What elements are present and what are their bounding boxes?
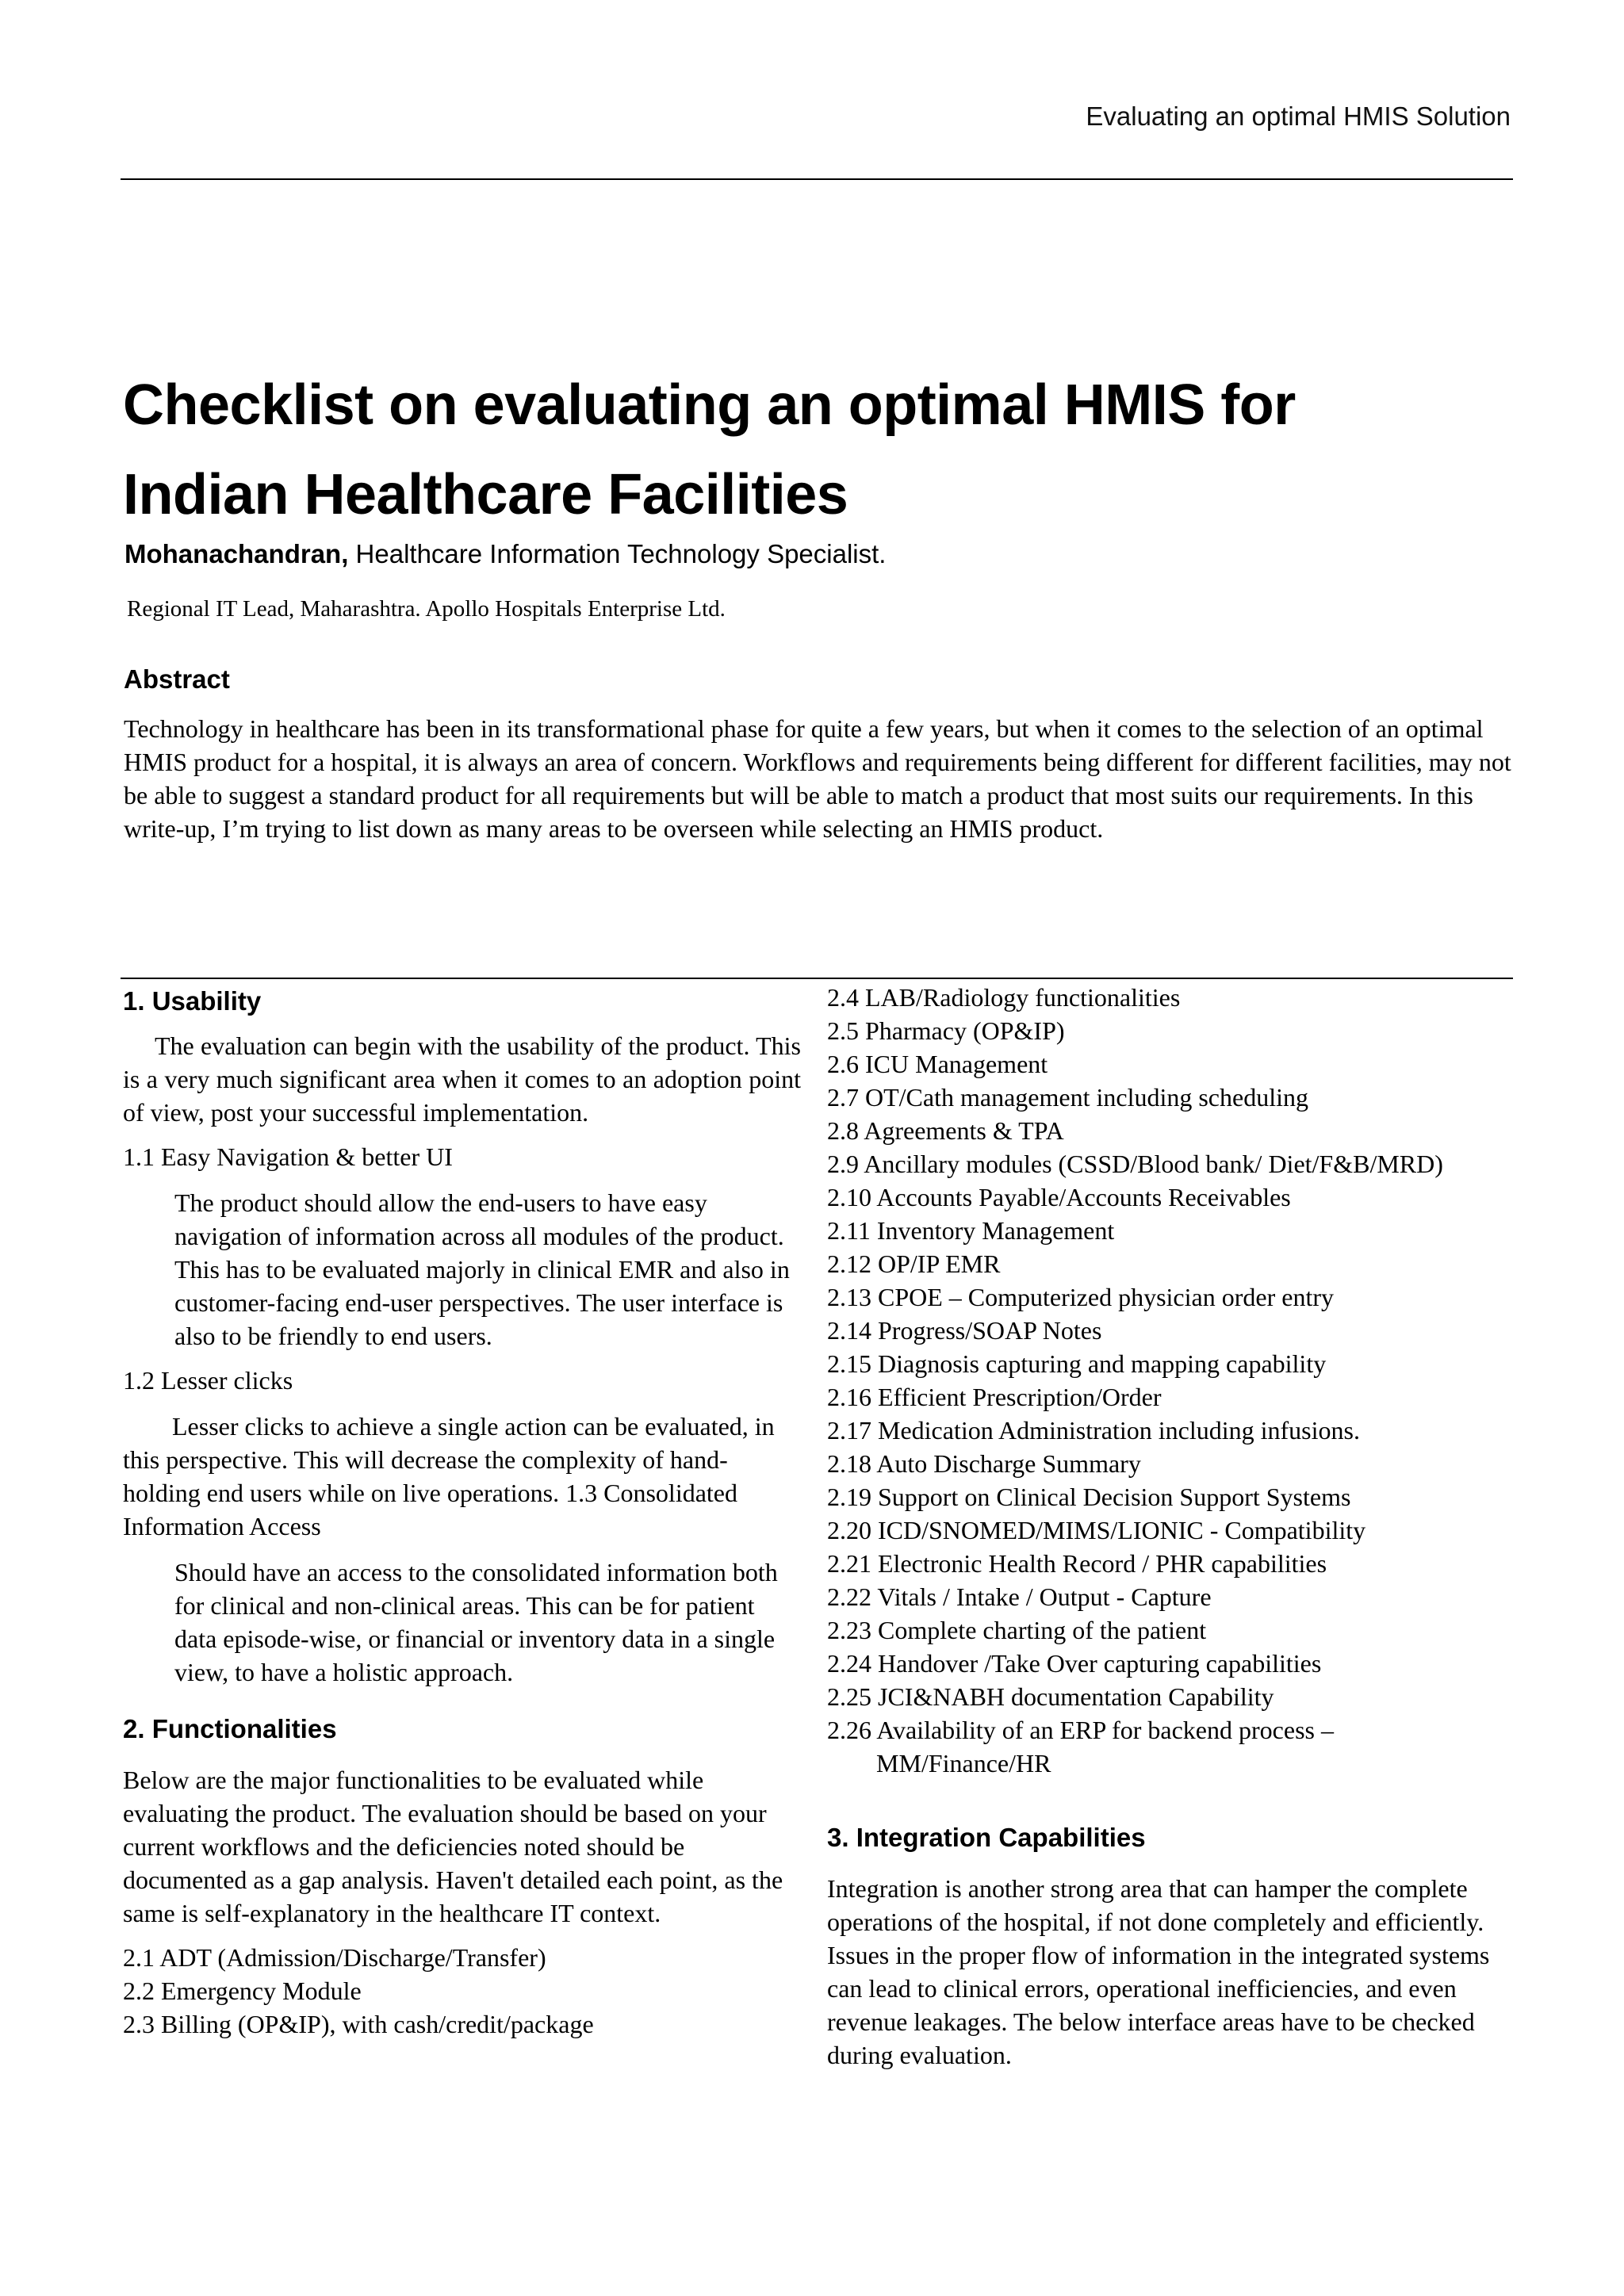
list-item: 2.16 Efficient Prescription/Order (827, 1383, 1162, 1411)
list-item: 2.12 OP/IP EMR (827, 1249, 1001, 1278)
author-line (124, 539, 886, 569)
subsection-1-1-text: The product should allow the end-users to have easy navigation of information across all modules of the product. This has to be evaluated majorly in clinical EMR and also in customer-facing end-user perspectives. The user interface is also to be friendly to end users. (174, 1188, 790, 1350)
list-item: 2.13 CPOE – Computerized physician order entry (827, 1283, 1334, 1311)
list-item: 2.22 Vitals / Intake / Output - Capture (827, 1582, 1212, 1611)
list-item: 2.2 Emergency Module (123, 1976, 362, 2005)
page-title (123, 361, 1519, 540)
list-item: 2.3 Billing (OP&IP), with cash/credit/package (123, 2010, 594, 2038)
list-item: 2.8 Agreements & TPA (827, 1116, 1064, 1145)
list-item: 2.9 Ancillary modules (CSSD/Blood bank/ Diet/F&B/MRD) (827, 1150, 1443, 1178)
subsection-1-3-text: Should have an access to the consolidated information both for clinical and non-clinical areas. This can be for patient data episode-wise, or financial or inventory data in a single view, to have a holistic approach. (174, 1558, 778, 1686)
title-line-1: Checklist on evaluating an optimal HMIS for (123, 373, 1296, 437)
header-rule (121, 178, 1513, 180)
list-item: 2.15 Diagnosis capturing and mapping capability (827, 1349, 1327, 1378)
list-item: 2.14 Progress/SOAP Notes (827, 1316, 1102, 1345)
subsection-1-2-text: Lesser clicks to achieve a single action can be evaluated, in this perspective. This will decrease the complexity of hand-holding end users while on live operations. 1.3 Consolidated Information Access (123, 1412, 775, 1540)
list-item: 2.25 JCI&NABH documentation Capability (827, 1682, 1274, 1711)
subsection-1-2-title: 1.2 Lesser clicks (123, 1366, 293, 1395)
list-item: 2.18 Auto Discharge Summary (827, 1449, 1141, 1478)
list-item: 2.17 Medication Administration including infusions. (827, 1416, 1360, 1445)
list-item: 2.20 ICD/SNOMED/MIMS/LIONIC - Compatibility (827, 1516, 1366, 1544)
author-role: Healthcare Information Technology Specialist. (348, 539, 887, 568)
section-3-intro: Integration is another strong area that can hamper the complete operations of the hospital, if not done completely and efficiently. Issues in the proper flow of information in the integrated systems can lead to clinical errors, operational inefficiencies, and even revenue leakages. The below interface areas have to be checked during evaluation. (827, 1874, 1490, 2069)
list-item: 2.26 Availability of an ERP for backend process – MM/Finance/HR (827, 1716, 1334, 1777)
section-1-intro: The evaluation can begin with the usability of the product. This is a very much significant area when it comes to an adoption point of view, post your successful implementation. (123, 1031, 801, 1127)
right-column (827, 981, 1525, 2072)
list-item: 2.10 Accounts Payable/Accounts Receivables (827, 1183, 1291, 1211)
list-item: 2.1 ADT (Admission/Discharge/Transfer) (123, 1943, 546, 1972)
running-header: Evaluating an optimal HMIS Solution (1086, 101, 1511, 131)
abstract-heading: Abstract (124, 664, 230, 694)
functionality-list-right (827, 981, 1525, 1780)
section-2-intro: Below are the major functionalities to be evaluated while evaluating the product. The evaluation should be based on your current workflows and the deficiencies noted should be documented as a gap analysis. Haven't detailed each point, as the same is self-explanatory in the healthcare IT context. (123, 1766, 783, 1927)
list-item: 2.5 Pharmacy (OP&IP) (827, 1016, 1065, 1045)
section-rule (121, 978, 1513, 979)
section-3-heading: 3. Integration Capabilities (827, 1823, 1146, 1852)
author-name: Mohanachandran, (124, 539, 349, 568)
title-line-2: Indian Healthcare Facilities (123, 463, 848, 526)
list-item: 2.7 OT/Cath management including scheduling (827, 1083, 1308, 1112)
section-1-heading: 1. Usability (123, 986, 262, 1016)
list-item: 2.6 ICU Management (827, 1050, 1048, 1078)
list-item: 2.21 Electronic Health Record / PHR capabilities (827, 1549, 1327, 1578)
list-item: 2.11 Inventory Management (827, 1216, 1115, 1245)
abstract-text: Technology in healthcare has been in its transformational phase for quite a few years, but when it comes to the selection of an optimal HMIS product for a hospital, it is always an area of concern. Workflows and requirements being different for different facilities, may not be able to suggest a standard product for all requirements but will be able to match a product that most suits our requirements. In this write-up, I’m trying to list down as many areas to be overseen while selecting an HMIS product. (124, 714, 1511, 843)
left-column (123, 983, 801, 2041)
affiliation: Regional IT Lead, Maharashtra. Apollo Hospitals Enterprise Ltd. (127, 596, 726, 622)
subsection-1-1-title: 1.1 Easy Navigation & better UI (123, 1142, 453, 1171)
list-item: 2.24 Handover /Take Over capturing capabilities (827, 1649, 1322, 1678)
section-2-heading: 2. Functionalities (123, 1714, 337, 1743)
list-item: 2.19 Support on Clinical Decision Support Systems (827, 1483, 1351, 1511)
list-item: 2.23 Complete charting of the patient (827, 1616, 1207, 1644)
functionality-list-left (123, 1941, 801, 2041)
list-item: 2.4 LAB/Radiology functionalities (827, 983, 1181, 1012)
